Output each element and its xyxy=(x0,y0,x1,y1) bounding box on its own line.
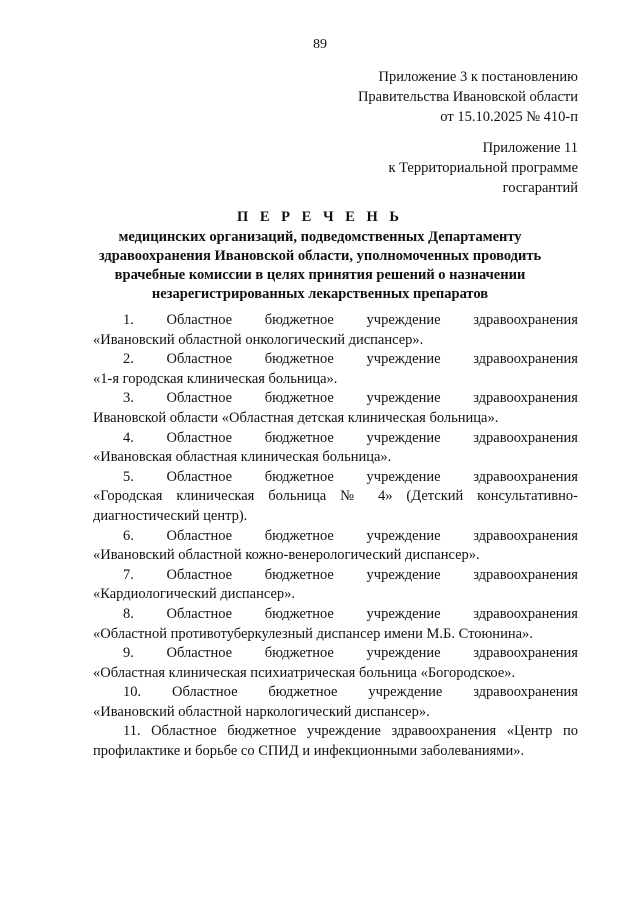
item-word: учреждение xyxy=(366,527,441,544)
item-word: учреждение xyxy=(366,390,441,407)
item-word: здравоохранения xyxy=(473,527,578,544)
list-item-first-line xyxy=(93,683,578,703)
item-word: бюджетное xyxy=(264,312,334,328)
item-word: здравоохранения xyxy=(473,312,578,328)
appendix-line: от 15.10.2025 № 410-п xyxy=(440,109,578,125)
list-item xyxy=(93,644,578,683)
item-word: бюджетное xyxy=(264,429,334,446)
list-item xyxy=(93,311,578,350)
item-text: Ивановской области «Областная детская клиническая больница». xyxy=(93,409,499,426)
item-word: бюджетное xyxy=(264,390,334,407)
appendix-header-2 xyxy=(388,138,578,198)
item-text: «Ивановский областной онкологический диспансер». xyxy=(93,331,424,348)
item-word: здравоохранения xyxy=(473,605,578,622)
item-number: 9. xyxy=(123,645,134,662)
list-item-first-line xyxy=(93,527,578,547)
item-word: Областное xyxy=(166,645,233,662)
item-word: здравоохранения xyxy=(473,351,578,368)
appendix-line: госгарантий xyxy=(502,180,578,196)
heading-title: П Е Р Е Ч Е Н Ь xyxy=(236,209,404,225)
list-item xyxy=(93,429,578,468)
item-number: 3. xyxy=(123,390,134,407)
item-word: Областное xyxy=(166,351,233,368)
item-text: «Ивановская областная клиническая больница». xyxy=(93,449,392,466)
item-word: учреждение xyxy=(366,605,441,622)
item-word: бюджетное xyxy=(264,605,334,622)
appendix-line: Правительства Ивановской области xyxy=(357,89,578,105)
item-number: 1. xyxy=(123,312,134,328)
item-word: бюджетное xyxy=(264,351,334,368)
item-word: учреждение xyxy=(366,645,441,662)
heading-line: здравоохранения Ивановской области, уполномоченных проводить xyxy=(98,248,542,264)
item-number: 5. xyxy=(123,468,134,485)
list-item-first-line xyxy=(93,566,578,586)
item-word: учреждение xyxy=(366,312,441,328)
item-text: «Кардиологический диспансер». xyxy=(93,586,296,603)
item-word: учреждение xyxy=(366,566,441,583)
item-text: диагностический центр). xyxy=(93,507,248,524)
item-word: учреждение xyxy=(366,429,441,446)
item-word: бюджетное xyxy=(268,684,338,701)
appendix-line: Приложение 3 к постановлению xyxy=(378,69,578,85)
item-number: 2. xyxy=(123,351,134,368)
item-word: Областное xyxy=(166,468,233,485)
item-text: «Областной противотуберкулезный диспансер имени М.Б. Стоюнина». xyxy=(93,625,533,642)
item-word: бюджетное xyxy=(264,468,334,485)
item-word: здравоохранения xyxy=(473,645,578,662)
item-text-line: «Городская клиническая больница № 4» (Детский консультативно- xyxy=(93,488,578,505)
list-item xyxy=(93,566,578,605)
item-text: «Ивановский областной кожно-венерологический диспансер». xyxy=(93,547,480,564)
list-item-first-line xyxy=(93,429,578,449)
item-word: здравоохранения xyxy=(473,429,578,446)
list-item-first-line xyxy=(93,605,578,625)
item-word: Областное xyxy=(166,429,233,446)
item-number: 6. xyxy=(123,527,134,544)
item-word: здравоохранения xyxy=(473,468,578,485)
list-item-first-line xyxy=(93,389,578,409)
item-text: «Областная клиническая психиатрическая больница «Богородское». xyxy=(93,664,516,681)
item-text: «Ивановский областной наркологический диспансер». xyxy=(93,703,430,720)
list-item-first-line xyxy=(93,468,578,488)
list-item xyxy=(93,350,578,389)
item-number: 7. xyxy=(123,566,134,583)
appendix-line: Приложение 11 xyxy=(482,140,578,156)
item-word: бюджетное xyxy=(264,566,334,583)
item-word: Областное xyxy=(166,605,233,622)
item-word: Областное xyxy=(166,390,233,407)
item-text: «1-я городская клиническая больница». xyxy=(93,370,338,387)
list-item: 11. Областное бюджетное учреждение здравоохранения «Центр по профилактике и борьбе со СПИД и инфекционными заболеваниями». xyxy=(93,723,578,760)
appendix-header-1 xyxy=(358,67,578,127)
appendix-line: к Территориальной программе xyxy=(388,160,578,176)
item-word: здравоохранения xyxy=(473,566,578,583)
heading-line: врачебные комиссии в целях принятия решений о назначении xyxy=(114,267,526,283)
heading-line: медицинских организаций, подведомственных Департаменту xyxy=(118,229,522,245)
item-number: 10. xyxy=(123,684,142,701)
item-word: учреждение xyxy=(366,468,441,485)
item-word: учреждение xyxy=(368,684,443,701)
list-item-first-line xyxy=(93,644,578,664)
document-heading xyxy=(0,208,640,304)
list-item xyxy=(93,683,578,722)
item-word: Областное xyxy=(171,684,238,701)
list-item xyxy=(93,527,578,566)
item-word: Областное xyxy=(166,312,233,328)
item-word: здравоохранения xyxy=(473,684,578,701)
item-word: бюджетное xyxy=(264,527,334,544)
heading-line: незарегистрированных лекарственных препаратов xyxy=(151,286,489,302)
item-number: 4. xyxy=(123,429,134,446)
list-item-first-line xyxy=(93,311,578,331)
item-word: учреждение xyxy=(366,351,441,368)
item-word: Областное xyxy=(166,527,233,544)
item-number: 8. xyxy=(123,605,134,622)
list-item xyxy=(93,389,578,428)
item-word: Областное xyxy=(166,566,233,583)
list-item xyxy=(93,605,578,644)
item-word: бюджетное xyxy=(264,645,334,662)
item-word: здравоохранения xyxy=(473,390,578,407)
page-number: 89 xyxy=(313,37,327,52)
list-item xyxy=(93,468,578,527)
list-item-first-line xyxy=(93,350,578,370)
organization-list xyxy=(93,311,578,762)
